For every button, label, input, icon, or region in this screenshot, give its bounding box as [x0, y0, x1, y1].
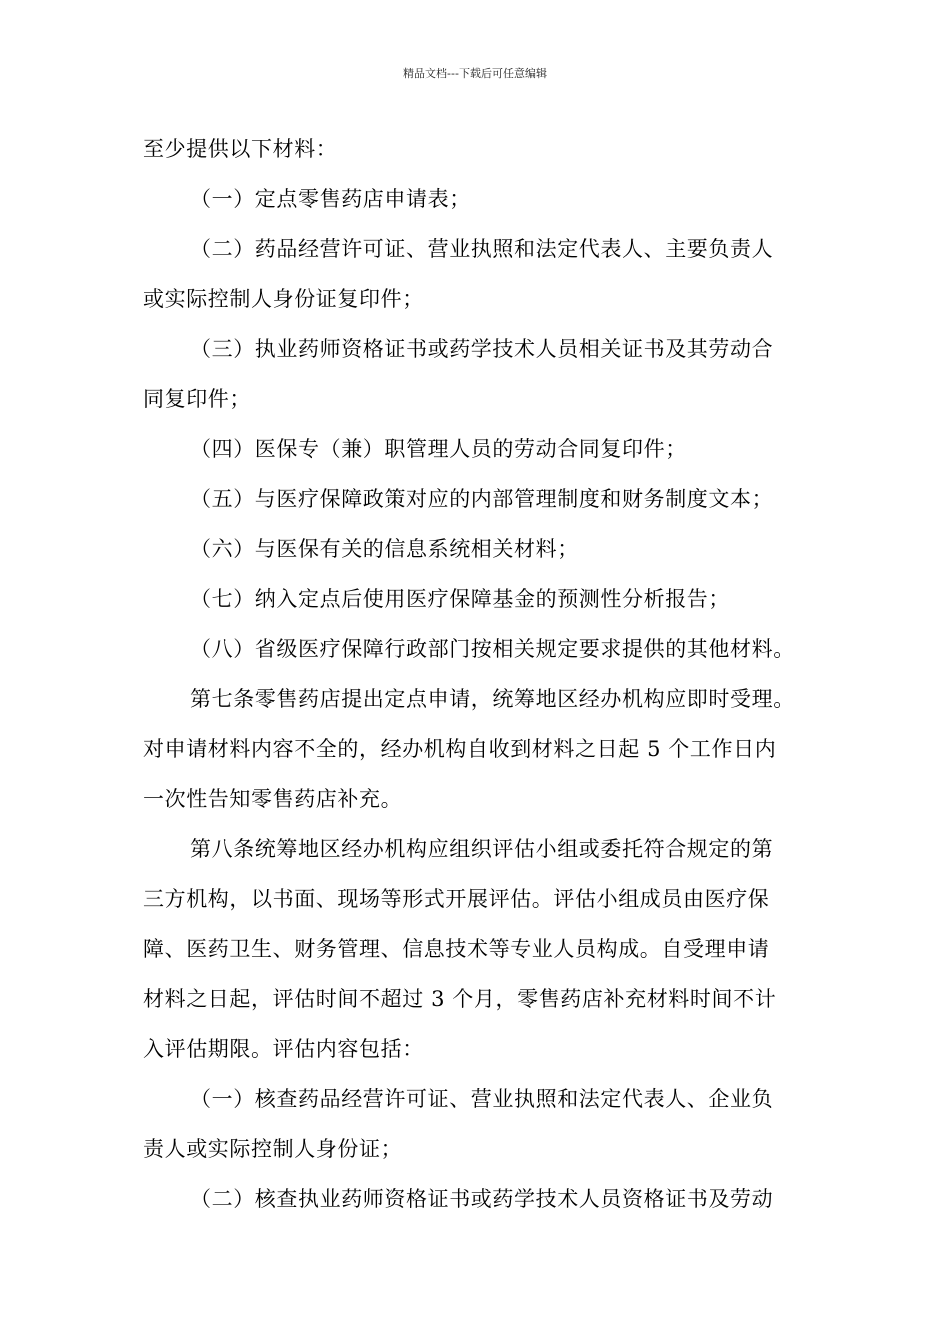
text-line: 障、医药卫生、财务管理、信息技术等专业人员构成。自受理申请	[143, 937, 770, 961]
text-line: 入评估期限。评估内容包括：	[143, 1037, 424, 1061]
text-line: 对申请材料内容不全的，经办机构自收到材料之日起 5 个工作日内	[143, 737, 777, 761]
text-line: 责人或实际控制人身份证；	[143, 1137, 403, 1161]
text-line: 至少提供以下材料：	[143, 137, 338, 161]
text-line: 三方机构，以书面、现场等形式开展评估。评估小组成员由医疗保	[143, 887, 770, 911]
text-line: （八）省级医疗保障行政部门按相关规定要求提供的其他材料。	[190, 637, 795, 661]
text-line: 第八条统筹地区经办机构应组织评估小组或委托符合规定的第	[190, 837, 774, 861]
text-line: （二）药品经营许可证、营业执照和法定代表人、主要负责人	[190, 237, 774, 261]
text-line: 材料之日起，评估时间不超过 3 个月，零售药店补充材料时间不计	[143, 987, 777, 1011]
text-line: 一次性告知零售药店补充。	[143, 787, 403, 811]
text-line: （四）医保专（兼）职管理人员的劳动合同复印件；	[190, 437, 687, 461]
text-line: 或实际控制人身份证复印件；	[143, 287, 424, 311]
text-line: （七）纳入定点后使用医疗保障基金的预测性分析报告；	[190, 587, 730, 611]
text-line: （三）执业药师资格证书或药学技术人员相关证书及其劳动合	[190, 337, 774, 361]
text-line: 第七条零售药店提出定点申请，统筹地区经办机构应即时受理。	[190, 687, 795, 711]
page-header: 精品文档---下载后可任意编辑	[403, 67, 547, 80]
text-line: 同复印件；	[143, 387, 251, 411]
text-line: （二）核查执业药师资格证书或药学技术人员资格证书及劳动	[190, 1187, 774, 1211]
text-line: （六）与医保有关的信息系统相关材料；	[190, 537, 579, 561]
text-line: （五）与医疗保障政策对应的内部管理制度和财务制度文本；	[190, 487, 774, 511]
text-line: （一）核查药品经营许可证、营业执照和法定代表人、企业负	[190, 1087, 774, 1111]
text-line: （一）定点零售药店申请表；	[190, 187, 471, 211]
